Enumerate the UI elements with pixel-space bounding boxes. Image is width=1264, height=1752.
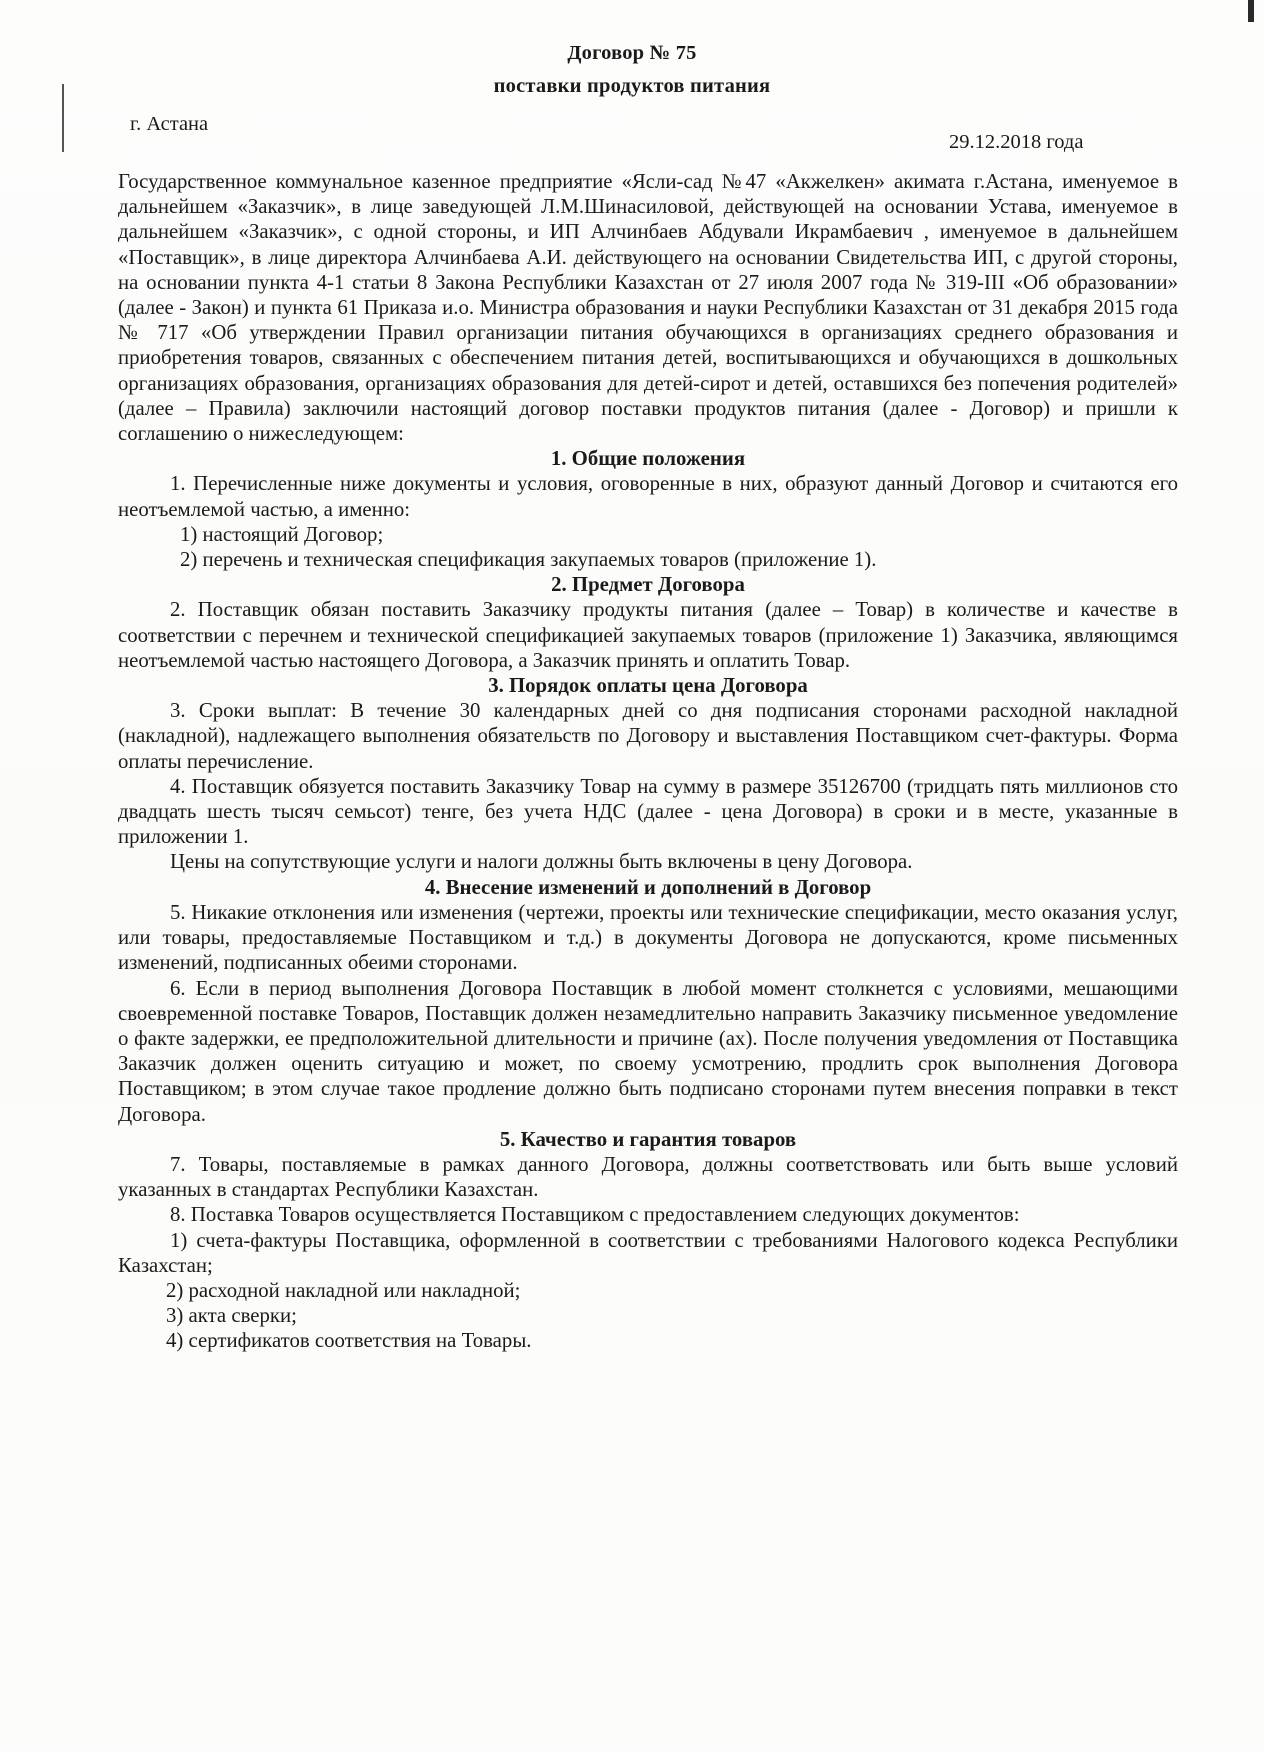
- contract-city: г. Астана: [130, 113, 209, 135]
- preamble-paragraph: Государственное коммунальное казенное предприятие «Ясли-сад №47 «Акжелкен» акимата г.Астана, именуемое в дальнейшем «Заказчик», в лице заведующей Л.М.Шинасиловой, действующей на основании Устава, именуемое в дальнейшем «Заказчик», с одной стороны, и ИП Алчинбаев Абдували Икрамбаевич , именуемое в дальнейшем «Поставщик», в лице директора Алчинбаева А.И. действующего на основании Свидетельства ИП, с другой стороны, на основании пункта 4-1 статьи 8 Закона Республики Казахстан от 27 июля 2007 года № 319-III «Об образовании» (далее - Закон) и пункта 61 Приказа и.о. Министра образования и науки Республики Казахстан от 31 декабря 2015 года № 717 «Об утверждении Правил организации питания обучающихся в организациях среднего образования и приобретения товаров, связанных с обеспечением питания детей, воспитывающихся и обучающихся в дошкольных организациях образования, организациях образования для детей-сирот и детей, оставшихся без попечения родителей» (далее – Правила) заключили настоящий договор поставки продуктов питания (далее - Договор) и пришли к соглашению о нижеследующем:: [118, 170, 1178, 446]
- clause-2: 2. Поставщик обязан поставить Заказчику продукты питания (далее – Товар) в количестве и качестве в соответствии с перечнем и технической спецификацией закупаемых товаров (приложение 1) Заказчика, являющимся неотъемлемой частью настоящего Договора, а Заказчик принять и оплатить Товар.: [118, 598, 1178, 672]
- clause-5: 5. Никакие отклонения или изменения (чертежи, проекты или технические спецификации, место оказания услуг, или товары, предоставляемые Поставщиком и т.д.) в документы Договора не допускаются, кроме письменных изменений, подписанных обеими сторонами.: [118, 900, 1178, 975]
- clause-1-item-1: 1) настоящий Договор;: [180, 522, 384, 546]
- scan-corner-mark: [1248, 0, 1254, 22]
- clause-1-item-2: 2) перечень и техническая спецификация закупаемых товаров (приложение 1).: [180, 548, 877, 572]
- section-heading-payment: 3. Порядок оплаты цена Договора: [488, 674, 808, 698]
- clause-8-item-1: 1) счета-фактуры Поставщика, оформленной в соответствии с требованиями Налогового кодекса Республики Казахстан;: [118, 1228, 1178, 1277]
- section-heading-subject: 2. Предмет Договора: [551, 573, 745, 597]
- clause-1: 1. Перечисленные ниже документы и условия, оговоренные в них, образуют данный Договор и считаются его неотъемлемой частью, а именно:: [118, 472, 1178, 521]
- clause-3: 3. Сроки выплат: В течение 30 календарных дней со дня подписания сторонами расходной накладной (накладной), надлежащего выполнения обязательств по Договору и выставления Поставщиком счет-фактуры. Форма оплаты перечисление.: [118, 699, 1178, 773]
- clause-4: 4. Поставщик обязуется поставить Заказчику Товар на сумму в размере 35126700 (тридцать пять миллионов сто двадцать шесть тысяч семьсот) тенге, без учета НДС (далее - цена Договора) в сроки и в месте, указанные в приложении 1.: [118, 774, 1178, 849]
- contract-subtitle: поставки продуктов питания: [493, 75, 771, 97]
- clause-8-item-3: 3) акта сверки;: [166, 1304, 297, 1328]
- contract-body: [118, 169, 1178, 1354]
- clause-8: 8. Поставка Товаров осуществляется Поставщиком с предоставлением следующих документов:: [170, 1203, 1020, 1227]
- section-heading-amendments: 4. Внесение изменений и дополнений в Договор: [424, 875, 872, 899]
- clause-8-item-4: 4) сертификатов соответствия на Товары.: [166, 1329, 532, 1353]
- contract-title: Договор № 75: [567, 42, 697, 64]
- contract-date: 29.12.2018 года: [949, 131, 1084, 153]
- section-heading-quality: 5. Качество и гарантия товаров: [499, 1127, 797, 1151]
- section-heading-general: 1. Общие положения: [550, 447, 746, 471]
- clause-8-item-2: 2) расходной накладной или накладной;: [166, 1278, 521, 1302]
- clause-6: 6. Если в период выполнения Договора Поставщик в любой момент столкнется с условиями, мешающими своевременной поставке Товаров, Поставщик должен незамедлительно направить Заказчику письменное уведомление о факте задержки, ее предположительной длительности и причине (ах). После получения уведомления от Поставщика Заказчик должен оценить ситуацию и может, по своему усмотрению, продлить срок выполнения Договора Поставщиком; в этом случае такое продление должно быть подписано сторонами путем внесения поправки в текст Договора.: [118, 976, 1178, 1126]
- clause-4-prices: Цены на сопутствующие услуги и налоги должны быть включены в цену Договора.: [170, 850, 913, 874]
- clause-7: 7. Товары, поставляемые в рамках данного Договора, должны соответствовать или быть выше условий указанных в стандартах Республики Казахстан.: [118, 1152, 1178, 1202]
